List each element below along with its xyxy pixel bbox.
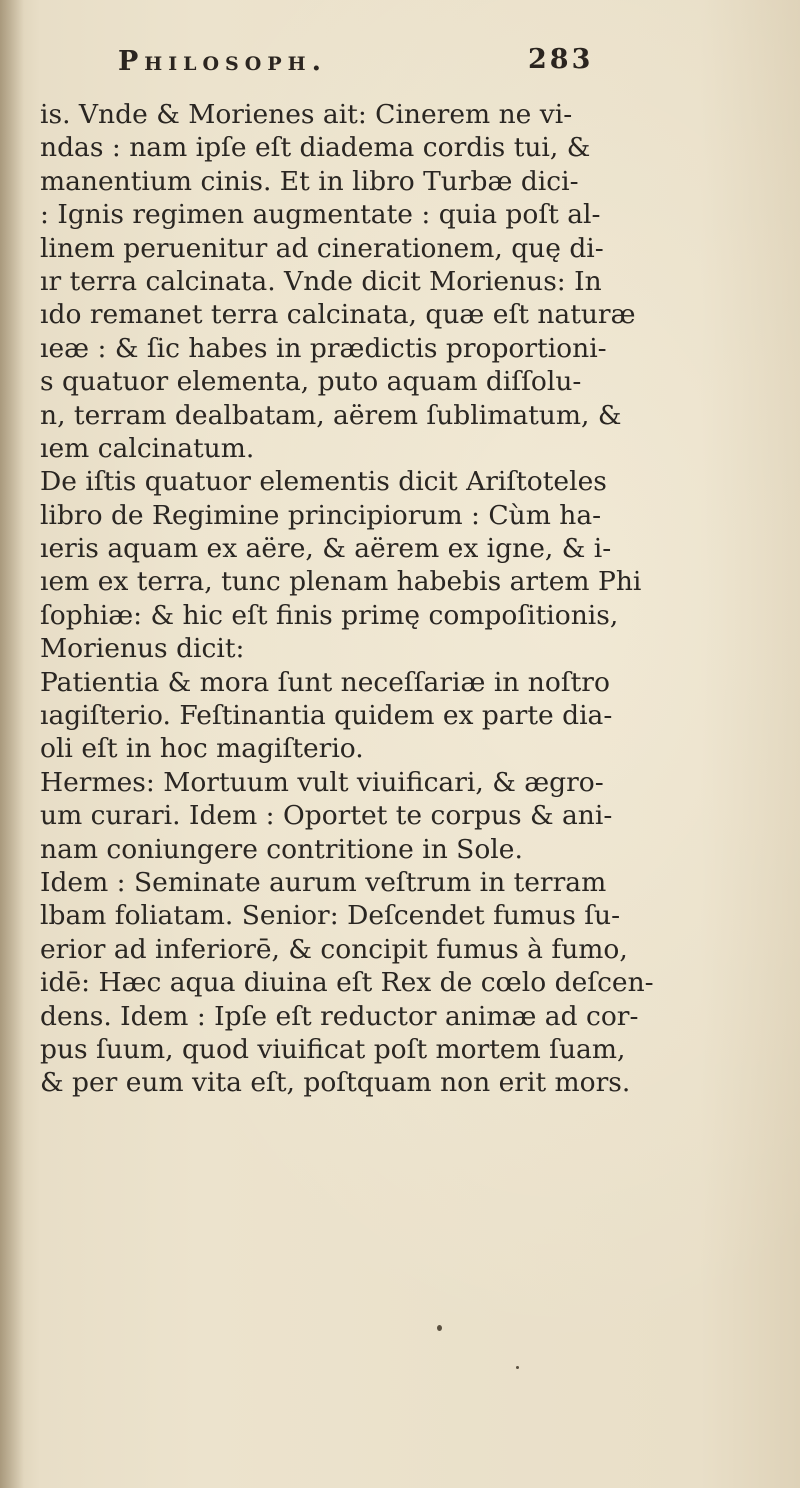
paper-fleck xyxy=(437,1325,442,1331)
text-line: & per eum vita eſt, poſtquam non erit mors. xyxy=(40,1067,631,1099)
text-line: ıeris aquam ex aëre, & aërem ex igne, & i- xyxy=(40,533,612,565)
page-header xyxy=(118,42,638,92)
text-line: libro de Regimine principiorum : Cùm ha- xyxy=(40,499,602,531)
text-line: oli eſt in hoc magiſterio. xyxy=(40,733,364,765)
text-line: um curari. Idem : Oportet te corpus & ani- xyxy=(40,800,613,832)
text-line: nam coniungere contritione in Sole. xyxy=(40,833,523,865)
text-line: Idem : Seminate aurum veſtrum in terram xyxy=(40,866,607,898)
text-line: linem peruenitur ad cinerationem, quę di- xyxy=(40,232,604,264)
text-line: Hermes: Mortuum vult viuificari, & ægro- xyxy=(40,766,604,798)
text-line: ıem calcinatum. xyxy=(40,432,255,464)
text-line: pus ſuum, quod viuificat poſt mortem ſuam, xyxy=(40,1033,626,1065)
text-line: dens. Idem : Ipſe eſt reductor animæ ad cor- xyxy=(40,1000,639,1032)
text-line: De iſtis quatuor elementis dicit Ariſtoteles xyxy=(40,466,607,498)
text-line: : Ignis regimen augmentate : quia poſt al- xyxy=(40,199,601,231)
text-line: ſophiæ: & hic eſt finis primę compoſitionis, xyxy=(40,599,619,631)
text-line: s quatuor elementa, puto aquam diſſolu- xyxy=(40,366,582,398)
text-line: ndas : nam ipſe eſt diadema cordis tui, & xyxy=(40,132,591,164)
text-line: lbam foliatam. Senior: Deſcendet fumus ſu- xyxy=(40,900,621,932)
running-head: Philosoph. xyxy=(118,46,327,77)
text-line: idē: Hæc aqua diuina eſt Rex de cœlo deſcen- xyxy=(40,967,654,999)
paper-fleck xyxy=(516,1366,519,1369)
text-line: ıem ex terra, tunc plenam habebis artem Phi xyxy=(40,566,642,598)
text-line: ır terra calcinata. Vnde dicit Morienus: In xyxy=(40,265,602,297)
body-text xyxy=(40,98,780,1100)
text-line: ıdo remanet terra calcinata, quæ eſt naturæ xyxy=(40,299,636,331)
text-line: Patientia & mora ſunt neceſſariæ in noſtro xyxy=(40,666,610,698)
page-number: 283 xyxy=(528,44,594,75)
text-line: ıagiſterio. Feſtinantia quidem ex parte dia- xyxy=(40,700,613,732)
text-line: is. Vnde & Morienes ait: Cinerem ne vi- xyxy=(40,99,573,130)
text-line: ıeæ : & ſic habes in prædictis proportioni- xyxy=(40,332,607,364)
text-line: Morienus dicit: xyxy=(40,633,245,665)
text-line: manentium cinis. Et in libro Turbæ dici- xyxy=(40,165,579,197)
text-line: erior ad inferiorē, & concipit fumus à fumo, xyxy=(40,933,628,965)
binding-gutter-shadow xyxy=(0,0,24,1488)
text-line: n, terram dealbatam, aërem ſublimatum, & xyxy=(40,399,622,431)
